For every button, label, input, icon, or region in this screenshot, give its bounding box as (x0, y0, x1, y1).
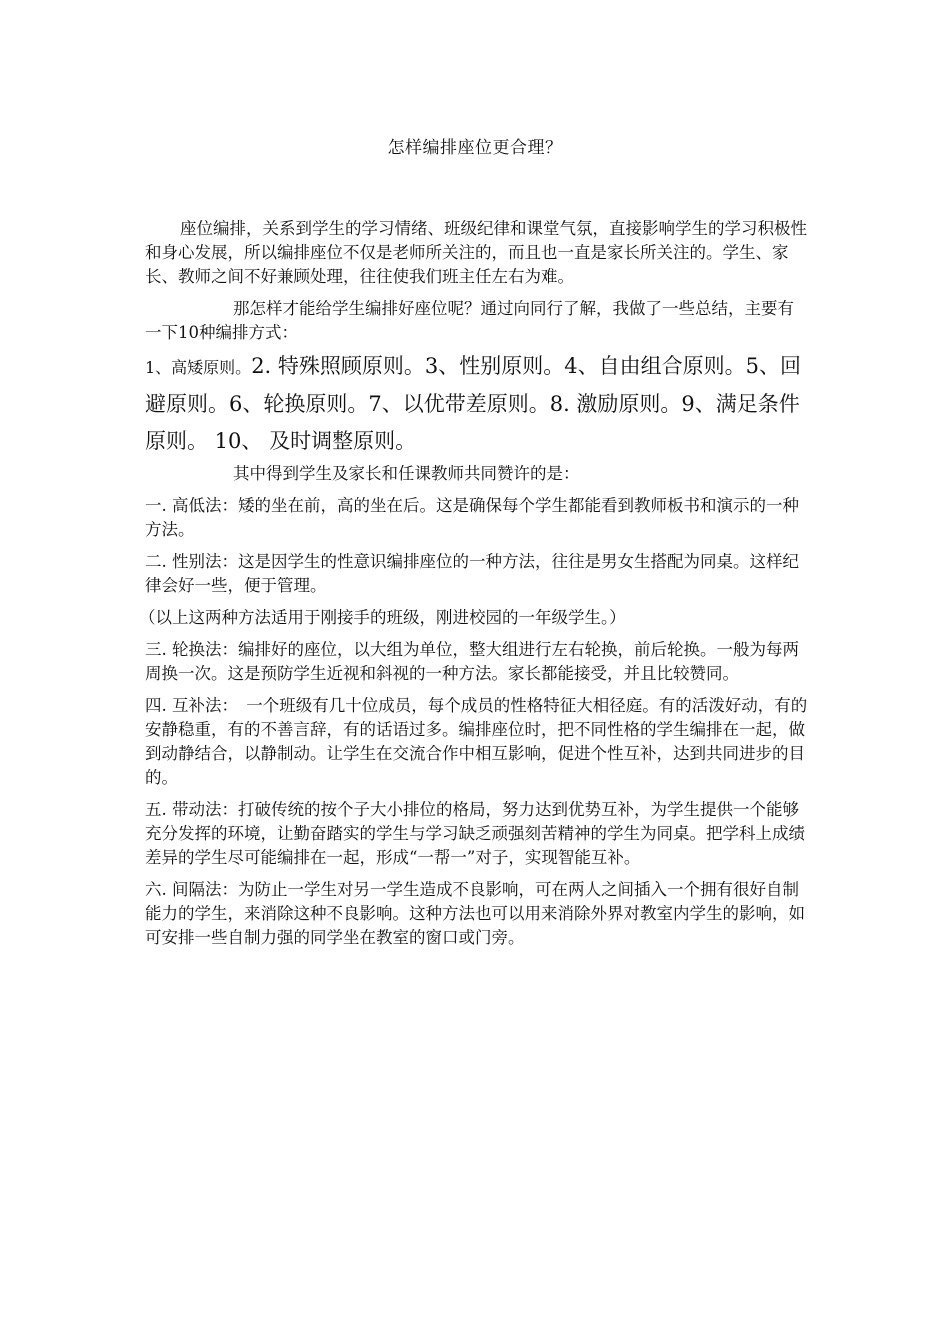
intro-paragraph-2: 那怎样才能给学生编排好座位呢？通过向同行了解，我做了一些总结，主要有一下10种编排方式： (145, 299, 794, 342)
principles-rest: 2. 特殊照顾原则。3、性别原则。4、自由组合原则。5、回避原则。6、轮换原则。7、以优带差原则。8. 激励原则。9、满足条件原则。 10、 及时调整原则。 (145, 354, 801, 453)
method-lead: 五. 带动法：打破传统的按个子大小排位的格局，努力达到优势互补，为学生提供一个能够充分发挥的环境，让勤奋踏实的学生与学习缺乏顽强刻苦精神的学生为同桌。把学科上成绩差异的学生尽可能编排在一起，形成“一帮一”对子，实现智能互补。 (145, 800, 805, 867)
document-body (139, 217, 810, 950)
intro-paragraph-1: 座位编排，关系到学生的学习情绪、班级纪律和课堂气氛，直接影响学生的学习积极性和身心发展，所以编排座位不仅是老师所关注的，而且也一直是家长所关注的。学生、家长、教师之间不好兼顾处理，往往使我们班主任左右为难。 (145, 219, 807, 286)
approved-intro: 其中得到学生及家长和任课教师共同赞许的是： (233, 464, 580, 483)
method-gender: 二. 性别法：这是因学生的性意识编排座位的一种方法，往往是男女生搭配为同桌。这样纪律会好一些，便于管理。 (145, 552, 799, 595)
methods-note: （以上这两种方法适用于刚接手的班级，刚进校园的一年级学生。） (139, 608, 626, 627)
method-height: 一. 高低法：矮的坐在前，高的坐在后。这是确保每个学生都能看到教师板书和演示的一种方法。 (145, 496, 799, 539)
principles-list (145, 348, 810, 460)
document-title: 怎样编排座位更合理？ (387, 138, 563, 158)
principle-first: 1、高矮原则。 (145, 358, 252, 377)
method-complement: 四. 互补法： 一个班级有几十位成员，每个成员的性格特征大相径庭。有的活泼好动，有的安静稳重，有的不善言辞，有的话语过多。编排座位时，把不同性格的学生编排在一起，做到动静结合，以静制动。让学生在交流合作中相互影响，促进个性互补，达到共同进步的目的。 (145, 696, 808, 787)
method-interval: 六. 间隔法：为防止一学生对另一学生造成不良影响，可在两人之间插入一个拥有很好自制能力的学生，来消除这种不良影响。这种方法也可以用来消除外界对教室内学生的影响，如可安排一些自制力强的同学坐在教室的窗口或门旁。 (145, 880, 805, 947)
method-rotation: 三. 轮换法：编排好的座位，以大组为单位，整大组进行左右轮换，前后轮换。一般为每两周换一次。这是预防学生近视和斜视的一种方法。家长都能接受，并且比较赞同。 (145, 640, 799, 683)
